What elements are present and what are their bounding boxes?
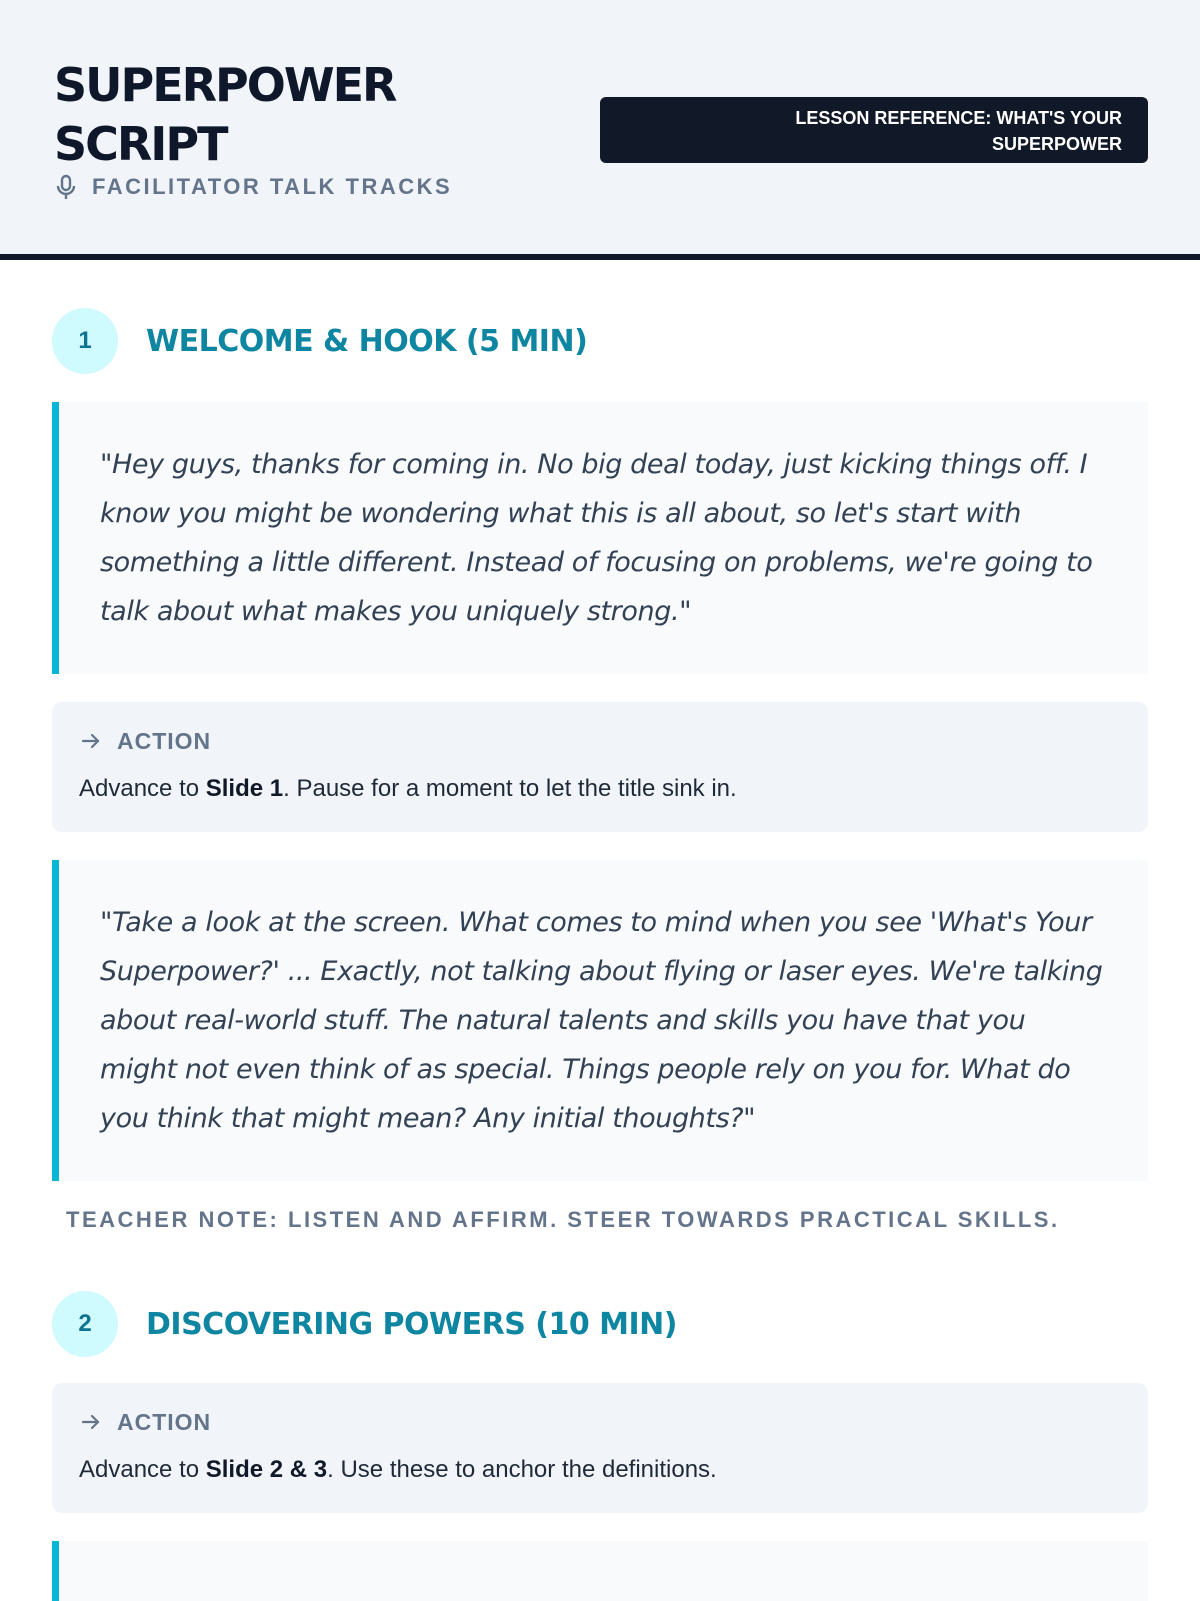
talk-track-quote: "Take a look at the screen. What comes to mind when you see 'What's Your Superpower?' ... Exactly, not talking about flying or laser eyes. We're talking about real-world stuff. The natural talents and skills you have that you might not even think of as special. Things people rely on you for. What do you think that might mean? Any initial thoughts?" bbox=[52, 860, 1148, 1181]
action-text-suffix: . Use these to anchor the definitions. bbox=[327, 1456, 717, 1483]
section-title: DISCOVERING POWERS (10 MIN) bbox=[146, 1306, 677, 1342]
page-header bbox=[0, 0, 1200, 260]
action-slide-ref: Slide 2 & 3 bbox=[205, 1456, 328, 1483]
action-slide-ref: Slide 1 bbox=[205, 775, 284, 802]
reference-line2: SUPERPOWER bbox=[991, 134, 1122, 154]
teacher-note: TEACHER NOTE: LISTEN AND AFFIRM. STEER TOWARDS PRACTICAL SKILLS. bbox=[66, 1207, 1060, 1232]
lesson-reference-badge bbox=[600, 97, 1148, 163]
section-number-badge: 2 bbox=[52, 1291, 118, 1357]
script-content bbox=[0, 308, 1200, 1601]
action-text-prefix: Advance to bbox=[79, 1456, 206, 1483]
action-text bbox=[79, 774, 1121, 804]
section-1-header bbox=[52, 308, 1148, 374]
talk-track-quote-partial bbox=[52, 1541, 1148, 1601]
action-text-prefix: Advance to bbox=[79, 775, 206, 802]
action-label-text: ACTION bbox=[117, 1409, 212, 1435]
action-box bbox=[52, 1383, 1148, 1513]
action-text-suffix: . Pause for a moment to let the title sink in. bbox=[283, 775, 737, 802]
action-label bbox=[79, 1409, 1121, 1435]
page-title-line2: SCRIPT bbox=[54, 117, 227, 171]
reference-line1: LESSON REFERENCE: WHAT'S YOUR bbox=[795, 108, 1122, 128]
action-box bbox=[52, 702, 1148, 832]
action-label bbox=[79, 728, 1121, 754]
arrow-right-icon bbox=[79, 729, 103, 753]
page-subtitle bbox=[54, 174, 452, 200]
page-title bbox=[54, 56, 395, 174]
action-label-text: ACTION bbox=[117, 728, 212, 754]
talk-track-quote: "Hey guys, thanks for coming in. No big deal today, just kicking things off. I know you might be wondering what this is all about, so let's start with something a little different. Instead of focusing on problems, we're going to talk about what makes you uniquely strong." bbox=[52, 402, 1148, 674]
action-text bbox=[79, 1455, 1121, 1485]
section-number-badge: 1 bbox=[52, 308, 118, 374]
subtitle-text: FACILITATOR TALK TRACKS bbox=[92, 174, 453, 199]
microphone-icon bbox=[54, 174, 78, 200]
section-2-header bbox=[52, 1291, 1148, 1357]
arrow-right-icon bbox=[79, 1410, 103, 1434]
page-title-line1: SUPERPOWER bbox=[54, 58, 396, 112]
section-title: WELCOME & HOOK (5 MIN) bbox=[146, 323, 588, 359]
